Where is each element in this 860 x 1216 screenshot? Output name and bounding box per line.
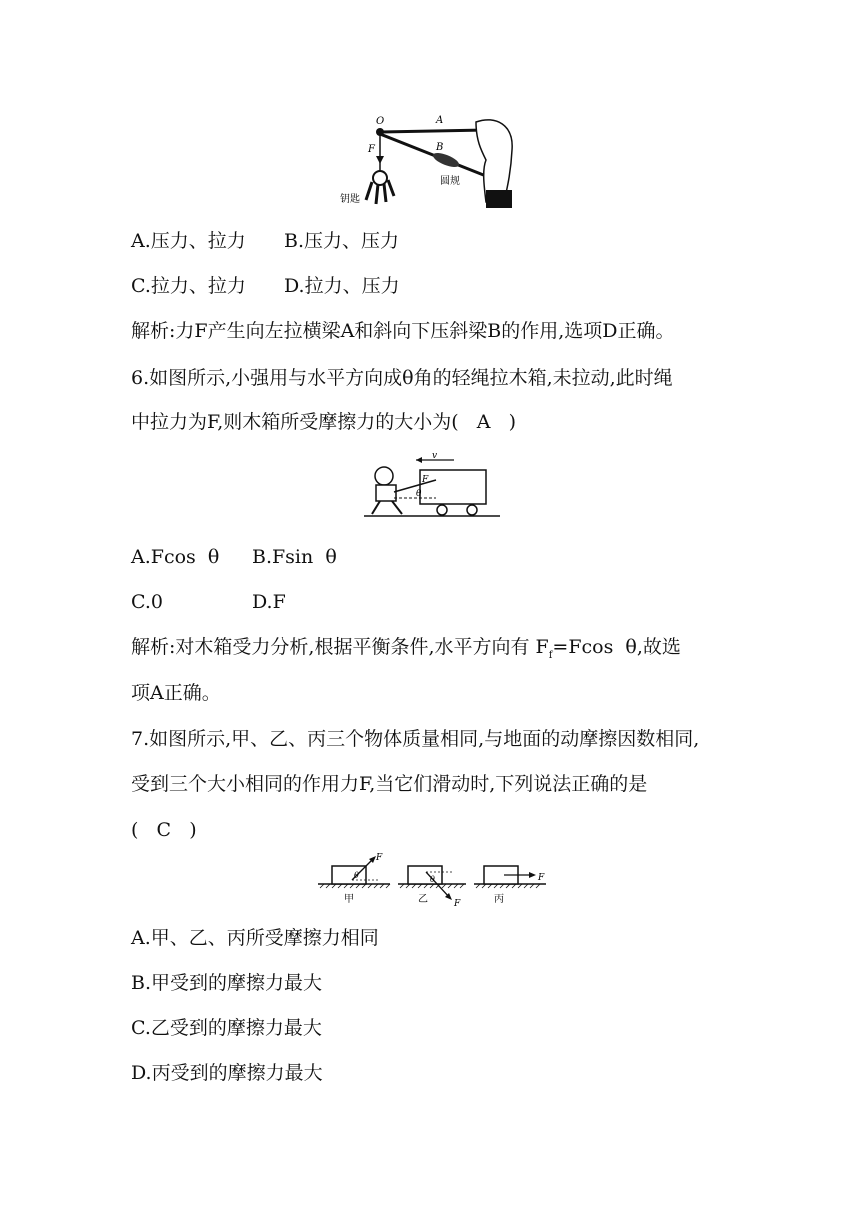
- q6-option-b: B.Fsin θ: [252, 546, 337, 568]
- q6-stem-line-1: 6.如图所示,小强用与水平方向成θ角的轻绳拉木箱,未拉动,此时绳: [131, 367, 673, 389]
- q5-option-a: A.压力、拉力: [131, 230, 246, 252]
- label-o: O: [376, 116, 385, 127]
- label-f-bing: F: [538, 873, 545, 883]
- label-v: v: [432, 452, 438, 461]
- label-bing: 丙: [494, 894, 504, 905]
- q5-option-d: D.拉力、压力: [284, 275, 400, 297]
- q6-analysis-line-1: [131, 635, 681, 668]
- q7-option-c: C.乙受到的摩擦力最大: [131, 1017, 322, 1039]
- label-f: F: [422, 475, 429, 485]
- boy-pulling-box-figure: [364, 452, 500, 524]
- label-jia: 甲: [344, 894, 354, 905]
- q7-option-a: A.甲、乙、丙所受摩擦力相同: [131, 927, 379, 949]
- q7-stem-line-1: 7.如图所示,甲、乙、丙三个物体质量相同,与地面的动摩擦因数相同,: [131, 728, 700, 750]
- label-a: A: [436, 115, 444, 126]
- q5-option-c: C.拉力、拉力: [131, 275, 246, 297]
- q6-stem-line-2: 中拉力为F,则木箱所受摩擦力的大小为( A ): [131, 411, 517, 433]
- analysis-text-a: 解析:对木箱受力分析,根据平衡条件,水平方向有 F: [131, 636, 549, 658]
- q7-option-b: B.甲受到的摩擦力最大: [131, 972, 323, 994]
- label-theta-yi: θ: [430, 875, 435, 884]
- q6-option-c: C.0: [131, 591, 163, 613]
- label-compass: 圆规: [440, 176, 460, 187]
- label-keys: 钥匙: [340, 194, 360, 205]
- label-b: B: [436, 142, 444, 153]
- q7-stem-line-3: ( C ): [131, 819, 197, 841]
- analysis-text-b: =Fcos θ,故选: [552, 636, 681, 658]
- q5-analysis: 解析:力F产生向左拉横梁A和斜向下压斜梁B的作用,选项D正确。: [131, 320, 675, 342]
- compass-keys-figure: [336, 110, 526, 212]
- label-theta-jia: θ: [354, 871, 359, 880]
- three-blocks-figure: [314, 850, 554, 912]
- q7-option-d: D.丙受到的摩擦力最大: [131, 1062, 323, 1084]
- q5-option-b: B.压力、压力: [284, 230, 400, 252]
- q6-option-a: A.Fcos θ: [131, 546, 220, 568]
- label-f: F: [368, 144, 375, 155]
- q6-analysis-line-2: 项A正确。: [131, 682, 221, 704]
- label-yi: 乙: [418, 894, 428, 905]
- label-theta: θ: [416, 489, 422, 499]
- label-f-yi: F: [454, 899, 461, 909]
- analysis-subscript: f: [548, 649, 553, 661]
- label-f-jia: F: [376, 853, 383, 863]
- q6-option-d: D.F: [252, 591, 286, 613]
- q7-stem-line-2: 受到三个大小相同的作用力F,当它们滑动时,下列说法正确的是: [131, 773, 648, 795]
